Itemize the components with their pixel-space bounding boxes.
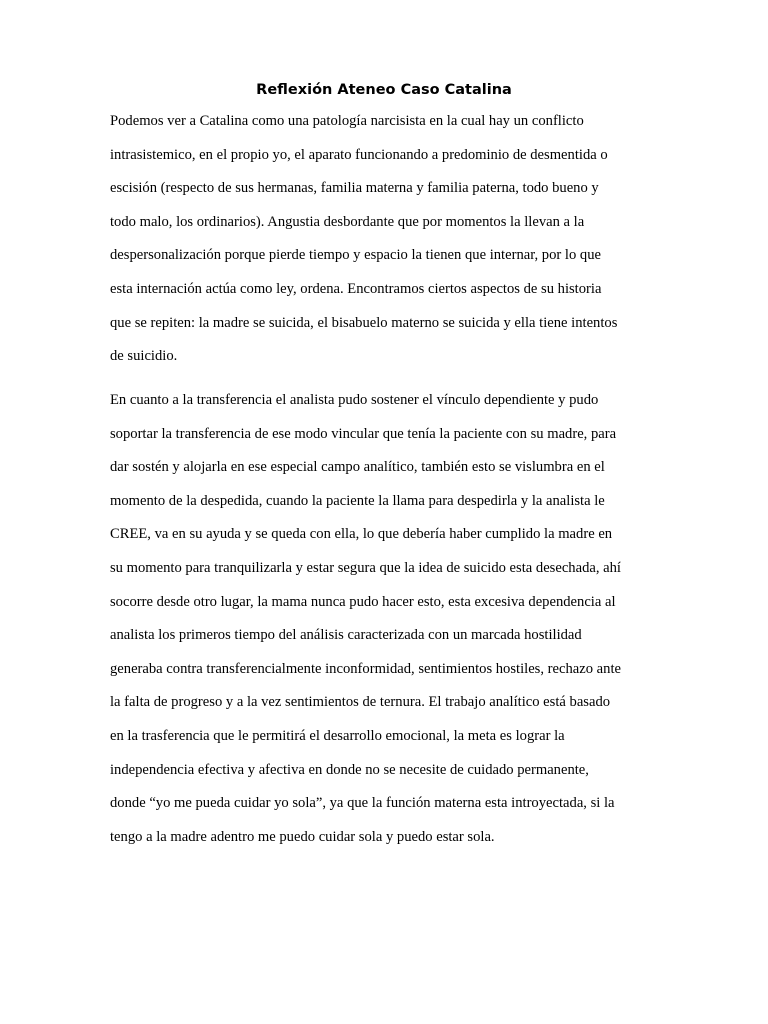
paragraph-1 [110, 111, 670, 380]
paragraph-line: esta internación actúa como ley, ordena. Encontramos ciertos aspectos de su historia [110, 280, 602, 297]
paragraph-line: que se repiten: la madre se suicida, el bisabuelo materno se suicida y ella tiene intentos [110, 314, 618, 331]
paragraph-line: soportar la transferencia de ese modo vincular que tenía la paciente con su madre, para [110, 425, 617, 442]
paragraph-line: intrasistemico, en el propio yo, el aparato funcionando a predominio de desmentida o [110, 146, 608, 163]
paragraph-line: la falta de progreso y a la vez sentimientos de ternura. El trabajo analítico está basado [110, 694, 611, 711]
paragraph-line: analista los primeros tiempo del análisis caracterizada con un marcada hostilidad [110, 627, 582, 644]
paragraph-line: de suicidio. [110, 348, 178, 365]
paragraph-line: En cuanto a la transferencia el analista pudo sostener el vínculo dependiente y pudo [110, 392, 599, 408]
paragraph-line: socorre desde otro lugar, la mama nunca pudo hacer esto, esta excesiva dependencia al [110, 593, 616, 610]
paragraph-line: independencia efectiva y afectiva en donde no se necesite de cuidado permanente, [110, 761, 589, 778]
paragraph-line: dar sostén y alojarla en ese especial campo analítico, también esto se vislumbra en el [110, 459, 605, 476]
paragraph-line: momento de la despedida, cuando la paciente la llama para despedirla y la analista le [110, 492, 605, 509]
paragraph-line: todo malo, los ordinarios). Angustia desbordante que por momentos la llevan a la [110, 213, 585, 230]
paragraph-line: CREE, va en su ayuda y se queda con ella, lo que debería haber cumplido la madre en [110, 526, 613, 543]
paragraph-line: tengo a la madre adentro me puedo cuidar sola y puedo estar sola. [110, 828, 495, 845]
paragraph-2 [110, 390, 670, 860]
paragraph-line: su momento para tranquilizarla y estar segura que la idea de suicido esta desechada, ahí [110, 559, 621, 576]
paragraph-line: generaba contra transferencialmente inconformidad, sentimientos hostiles, rechazo ante [110, 660, 621, 677]
paragraph-line: escisión (respecto de sus hermanas, familia materna y familia paterna, todo bueno y [110, 180, 599, 197]
document-title: Reflexión Ateneo Caso Catalina [256, 82, 512, 98]
paragraph-line: Podemos ver a Catalina como una patología narcisista en la cual hay un conflicto [110, 113, 584, 129]
paragraph-line: donde “yo me pueda cuidar yo sola”, ya que la función materna esta introyectada, si la [110, 795, 615, 812]
paragraph-line: en la trasferencia que le permitirá el desarrollo emocional, la meta es lograr la [110, 727, 565, 744]
paragraph-line: despersonalización porque pierde tiempo y espacio la tienen que internar, por lo que [110, 247, 601, 264]
